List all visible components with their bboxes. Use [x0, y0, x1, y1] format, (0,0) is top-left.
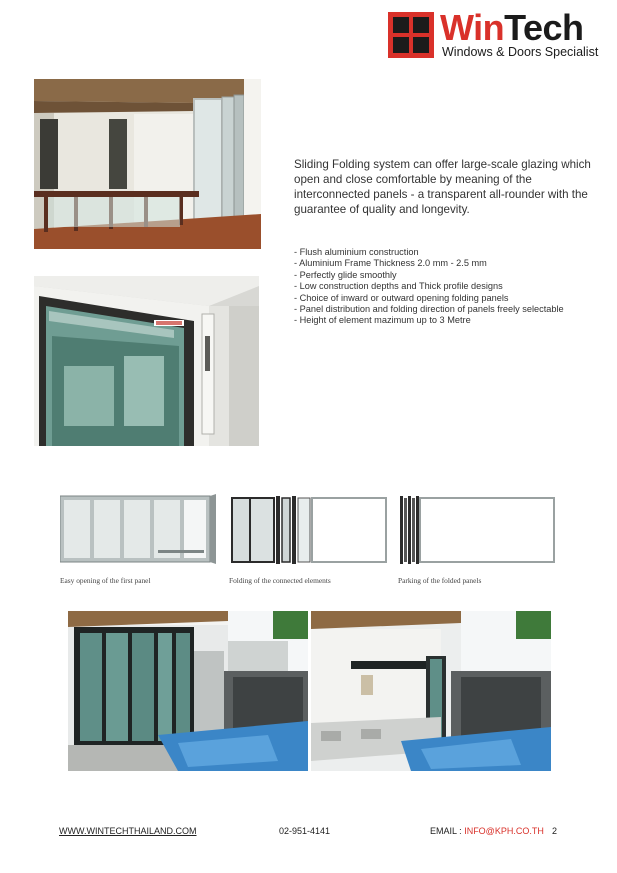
- caption-first-panel: Easy opening of the first panel: [60, 576, 151, 585]
- feature-item: - Choice of inward or outward opening folding panels: [294, 292, 509, 303]
- feature-item: - Panel distribution and folding direction of panels freely selectable: [294, 304, 564, 315]
- feature-item: - Flush aluminium construction: [294, 247, 419, 257]
- window-logo-icon: [388, 12, 434, 58]
- photo-exterior-doors-open: [311, 611, 551, 771]
- feature-item: - Low construction depths and Thick profile designs: [294, 281, 503, 292]
- diagram-first-panel-open: [60, 494, 218, 566]
- email-link[interactable]: INFO@KPH.CO.TH: [464, 826, 544, 836]
- website-link[interactable]: WWW.WINTECHTHAILAND.COM: [59, 826, 197, 836]
- caption-folding: Folding of the connected elements: [229, 576, 331, 585]
- feature-item: - Aluminium Frame Thickness 2.0 mm - 2.5 mm: [294, 258, 487, 269]
- logo-wordmark: WinTech: [440, 7, 584, 48]
- feature-item: - Perfectly glide smoothly: [294, 269, 397, 280]
- photo-interior-folding-door: [34, 79, 261, 249]
- photo-exterior-doors-closed: [68, 611, 308, 771]
- feature-list: [294, 247, 609, 327]
- phone-number: 02-951-4141: [279, 826, 331, 836]
- caption-parking: Parking of the folded panels: [398, 576, 482, 585]
- diagram-parked-panels: [398, 494, 558, 566]
- wintech-logo: [388, 7, 606, 62]
- email-label: EMAIL :: [430, 826, 465, 836]
- diagram-folding-elements: [230, 494, 390, 566]
- email-contact: [430, 826, 544, 836]
- logo-tagline: Windows & Doors Specialist: [442, 45, 599, 59]
- intro-paragraph: Sliding Folding system can offer large-scale glazing which open and close comfortable by meaning of the interconnected panels - a transparent all-rounder with the guarantee of quality and longevity.: [294, 158, 591, 216]
- photo-frame-closeup: [34, 276, 259, 446]
- page-number: 2: [552, 826, 558, 836]
- feature-item: - Height of element mazimum up to 3 Metre: [294, 315, 471, 326]
